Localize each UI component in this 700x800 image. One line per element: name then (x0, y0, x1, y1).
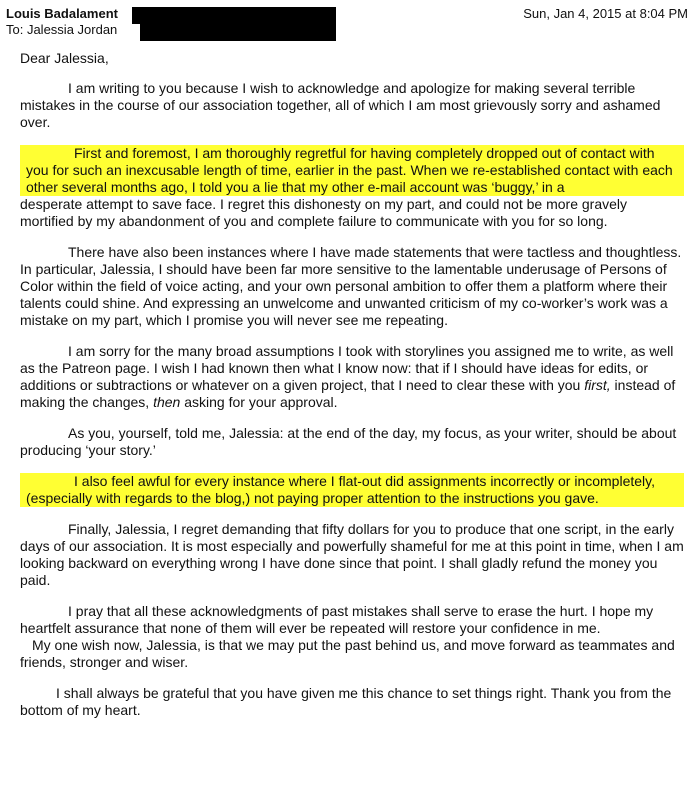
email-header (6, 6, 694, 42)
redaction-bar-sender (132, 7, 336, 24)
paragraph-contact-continued: desperate attempt to save face. I regret this dishonesty on my part, and could not be more gravely mortified by my abandonment of you and complete failure to communicate with you for so long. (20, 196, 627, 229)
paragraph-highlighted-assignments: I also feel awful for every instance where I flat-out did assignments incorrectly or incompletely, (especially with regards to the blog,) not paying proper attention to the instructions you gave. (20, 473, 684, 507)
paragraph-your-story: As you, yourself, told me, Jalessia: at the end of the day, my focus, as your writer, should be about producing ‘your story.’ (20, 425, 677, 458)
paragraph-highlighted-contact: First and foremost, I am thoroughly regretful for having completely dropped out of contact with you for such an inexcusable length of time, earlier in the past. When we re-established contact with each other several months ago, I told you a lie that my other e-mail account was ‘buggy,’ in a (20, 145, 684, 196)
paragraph-fifty-dollars: Finally, Jalessia, I regret demanding that fifty dollars for you to produce that one script, in the early days of our association. It is most especially and powerfully shameful for me at this point in time, when I am looking backward on everything wrong I have done since that point. I shall gladly refund the money you paid. (20, 521, 684, 588)
greeting: Dear Jalessia, (20, 50, 109, 66)
paragraph-pray: I pray that all these acknowledgments of past mistakes shall serve to erase the hurt. I hope my heartfelt assurance that none of them will ever be repeated will restore your confidence in me. (20, 603, 654, 636)
letter-body (20, 50, 684, 733)
assumptions-text: I am sorry for the many broad assumptions I took with storylines you assigned me to write, as well as the Patreon page. I wish I had known then what I know now: that if I should have ideas for edits, or additions or subtractions or whatever on a given project, that I need to clear these with you (20, 343, 674, 393)
paragraph-one-wish: My one wish now, Jalessia, is that we may put the past behind us, and move forward as teammates and friends, stronger and wiser. (20, 637, 675, 670)
redaction-bar-recipient (140, 24, 336, 41)
recipient-name: To: Jalessia Jordan (6, 22, 118, 37)
sender-name: Louis Badalament (6, 6, 118, 21)
emphasis-first: first, (584, 377, 611, 393)
assumptions-text-b: instead of making the changes, (20, 377, 676, 410)
paragraph-closing: I shall always be grateful that you have given me this chance to set things right. Thank you from the bottom of my heart. (20, 685, 672, 718)
assumptions-text-c: asking for your approval. (180, 394, 338, 410)
paragraph-statements: There have also been instances where I have made statements that were tactless and thoughtless. In particular, Jalessia, I should have been far more sensitive to the lamentable underusage of Persons of Color within the field of voice acting, and your own personal ambition to offer them a platform where their talents could shine. And expressing an unwelcome and unwanted criticism of my co-worker’s work was a mistake on my part, which I promise you will never see me repeating. (20, 244, 682, 328)
sent-date: Sun, Jan 4, 2015 at 8:04 PM (523, 6, 688, 21)
emphasis-then: then (153, 394, 181, 410)
paragraph-assumptions (20, 343, 684, 411)
paragraph-intro: I am writing to you because I wish to acknowledge and apologize for making several terrible mistakes in the course of our association together, all of which I am most grievously sorry and ashamed over. (20, 80, 661, 130)
